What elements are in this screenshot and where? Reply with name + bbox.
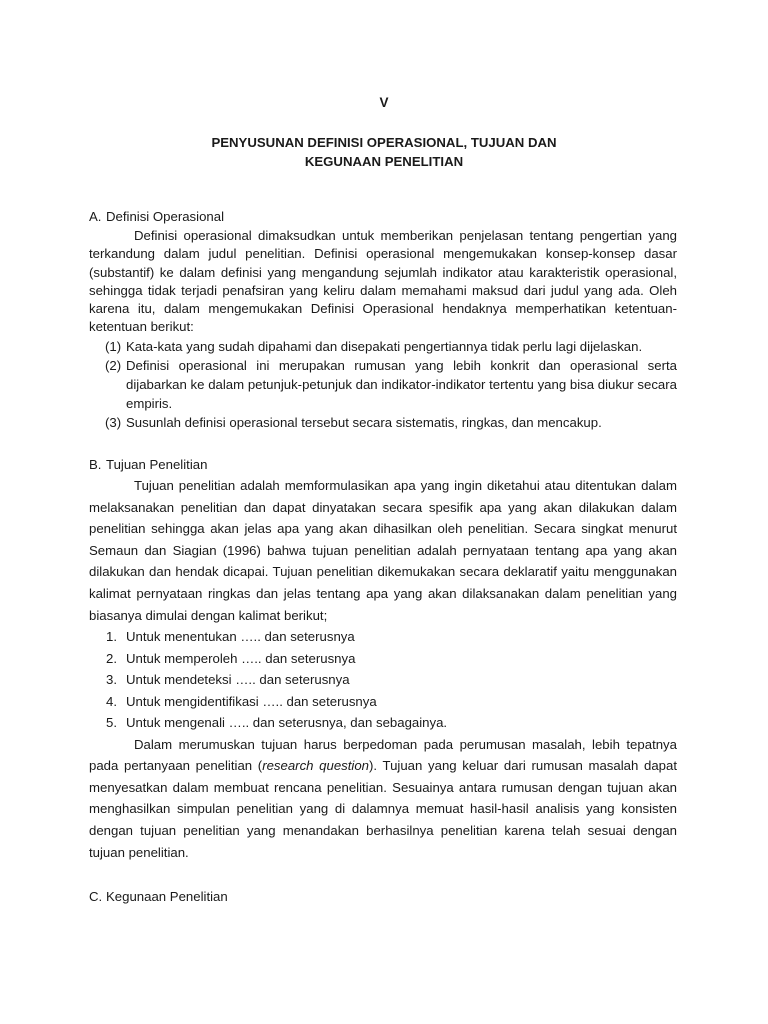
list-item — [89, 413, 677, 432]
section-b-paragraph-1: Tujuan penelitian adalah memformulasikan apa yang ingin diketahui atau ditentukan dalam melaksanakan penelitian dan dapat dinyatakan secara spesifik apa yang akan dilakukan dalam penelitian sehingga akan jelas apa yang akan dihasilkan oleh penelitian. Secara singkat menurut Semaun dan Siagian (1996) bahwa tujuan penelitian adalah pernyataan tentang apa yang akan dilakukan dan hendak dicapai. Tujuan penelitian dikemukakan secara deklaratif yaitu menggunakan kalimat pernyataan ringkas dan jelas tentang apa yang akan dilaksanakan dalam penelitian yang biasanya dimulai dengan kalimat berikut; — [89, 478, 677, 623]
section-a-heading — [89, 207, 677, 227]
chapter-number: V — [379, 95, 389, 110]
section-b — [89, 455, 677, 863]
list-item — [89, 648, 677, 670]
list-item-text: Untuk mendeteksi ….. dan seterusnya — [126, 672, 350, 688]
list-item-text: Untuk menentukan ….. dan seterusnya — [126, 629, 355, 645]
list-item — [89, 337, 677, 356]
section-a-letter: A. — [89, 209, 102, 224]
list-item-text: Untuk mengidentifikasi ….. dan seterusnya — [126, 693, 377, 709]
section-c — [89, 887, 677, 907]
section-c-title: Kegunaan Penelitian — [106, 889, 228, 904]
research-question-term: research question — [262, 758, 370, 774]
section-a-list — [89, 337, 677, 432]
section-c-letter: C. — [89, 889, 103, 904]
list-item-text: Definisi operasional ini merupakan rumusan yang lebih konkrit dan operasional serta dijabarkan ke dalam petunjuk-petunjuk dan indikator-indikator tertentu yang bisa diukur secara empiris. — [126, 357, 677, 411]
list-item-number: 2. — [106, 650, 117, 666]
list-item-text: Susunlah definisi operasional tersebut secara sistematis, ringkas, dan mencakup. — [126, 414, 602, 430]
chapter-title — [0, 133, 768, 171]
list-item — [89, 356, 677, 413]
paragraph-text: Dalam merumuskan tujuan harus berpedoman pada perumusan masalah, lebih tepatnya pada pertanyaan penelitian ( — [89, 736, 677, 774]
list-item-text: Untuk mengenali ….. dan seterusnya, dan sebagainya. — [126, 715, 448, 731]
section-b-list — [89, 626, 677, 734]
list-item-text: Kata-kata yang sudah dipahami dan disepakati pengertiannya tidak perlu lagi dijelaskan. — [126, 338, 643, 354]
section-a-paragraph: Definisi operasional dimaksudkan untuk memberikan penjelasan tentang pengertian yang terkandung dalam judul penelitian. Definisi operasional mengemukakan konsep-konsep dasar (substantif) ke dalam definisi yang mengandung sejumlah indikator atau karakteristik operasional, sehingga tidak terjadi penafsiran yang keliru dalam memahami maksud dari judul yang ada. Oleh karena itu, dalam mengemukakan Definisi Operasional hendaknya memperhatikan ketentuan-ketentuan berikut: — [89, 228, 677, 335]
section-a-title: Definisi Operasional — [106, 209, 225, 224]
section-b-title: Tujuan Penelitian — [106, 457, 208, 472]
list-item — [89, 691, 677, 713]
list-item-number: (2) — [105, 357, 122, 373]
section-b-paragraph-2 — [89, 734, 677, 864]
section-a — [89, 207, 677, 432]
list-item — [89, 626, 677, 648]
list-item — [89, 712, 677, 734]
list-item-number: 1. — [106, 629, 117, 645]
list-item-number: 4. — [106, 693, 117, 709]
list-item — [89, 669, 677, 691]
section-b-heading — [89, 455, 677, 475]
list-item-number: 5. — [106, 715, 117, 731]
chapter-title-line2: KEGUNAAN PENELITIAN — [304, 154, 464, 169]
list-item-number: (3) — [105, 414, 122, 430]
list-item-number: (1) — [105, 338, 122, 354]
chapter-title-line1: PENYUSUNAN DEFINISI OPERASIONAL, TUJUAN DAN — [211, 135, 557, 150]
list-item-text: Untuk memperoleh ….. dan seterusnya — [126, 650, 356, 666]
section-b-letter: B. — [89, 457, 102, 472]
section-c-heading — [89, 887, 677, 907]
paragraph-text: ). Tujuan yang keluar dari rumusan masalah dapat menyesatkan dalam membuat rencana penelitian. Sesuainya antara rumusan dengan tujuan akan menghasilkan simpulan penelitian yang di dalamnya memuat hasil-hasil analisis yang konsisten dengan tujuan penelitian yang menandakan berhasilnya penelitian karena telah sesuai dengan tujuan penelitian. — [89, 758, 677, 860]
list-item-number: 3. — [106, 672, 117, 688]
